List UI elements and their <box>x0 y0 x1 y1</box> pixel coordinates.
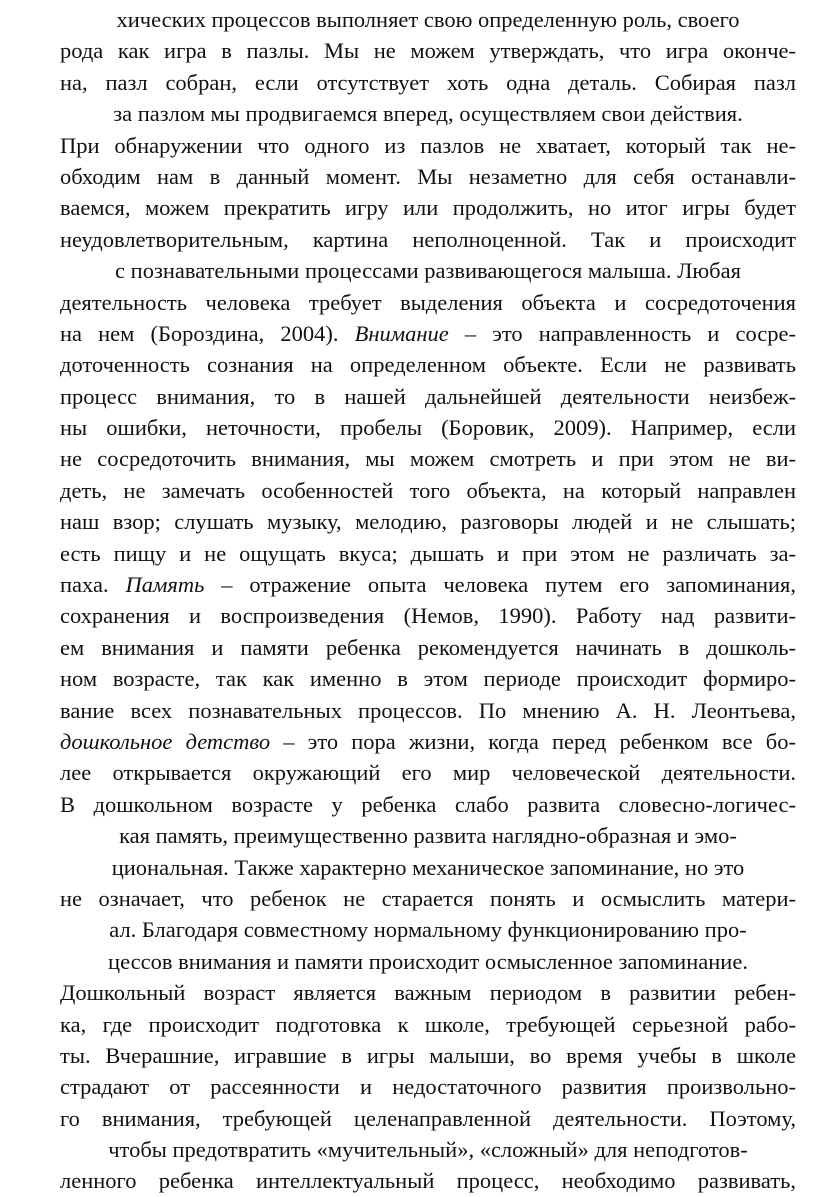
text-line <box>60 98 796 129</box>
text-line <box>60 538 796 569</box>
text-segment: деть, не замечать особенностей того объекта, на который направлен <box>60 477 796 503</box>
text-line <box>60 287 796 318</box>
text-segment: ном возрасте, так как именно в этом периоде происходит формиро- <box>60 666 796 692</box>
text-segment: обходим нам в данный момент. Мы незаметно для себя останавли- <box>60 163 796 189</box>
text-segment: не означает, что ребенок не старается понять и осмыслить матери- <box>60 885 796 911</box>
text-line <box>60 224 796 255</box>
text-line <box>60 443 796 474</box>
text-line <box>60 35 796 66</box>
text-segment: не сосредоточить внимания, мы можем смотреть и при этом не ви- <box>60 446 796 472</box>
text-segment: процесс внимания, то в нашей дальнейшей деятельности неизбеж- <box>60 383 796 409</box>
text-line <box>60 475 796 506</box>
text-line <box>60 820 796 851</box>
text-line <box>60 726 796 757</box>
text-line <box>60 412 796 443</box>
text-segment: хических процессов выполняет свою определенную роль, своего <box>116 7 740 32</box>
text-line <box>60 1040 796 1071</box>
text-line <box>60 67 796 98</box>
text-segment: При обнаружении что одного из пазлов не хватает, который так не- <box>60 132 796 158</box>
text-segment: доточенность сознания на определенном объекте. Если не развивать <box>60 352 796 378</box>
text-line <box>60 600 796 631</box>
text-segment: деятельность человека требует выделения объекта и сосредоточения <box>60 289 796 315</box>
text-segment: ны ошибки, неточности, пробелы (Боровик, 2009). Например, если <box>60 415 796 441</box>
text-segment: неудовлетворительным, картина неполноценной. Так и происходит <box>60 226 796 252</box>
text-line <box>60 1071 796 1102</box>
text-segment: ты. Вчерашние, игравшие в игры малыши, во время учебы в школе <box>60 1042 796 1068</box>
text-line <box>60 1165 796 1196</box>
text-line <box>60 1134 796 1165</box>
text-segment: на нем (Бороздина, 2004). <box>60 320 355 346</box>
text-segment: рода как игра в пазлы. Мы не можем утверждать, что игра оконче- <box>60 38 796 64</box>
text-segment: цессов внимания и памяти происходит осмысленное запоминание. <box>108 948 748 974</box>
text-segment: кая память, преимущественно развита наглядно-образная и эмо- <box>119 823 737 849</box>
text-line <box>60 977 796 1008</box>
text-segment: – это направленность и сосре- <box>448 320 796 346</box>
text-segment: за пазлом мы продвигаемся вперед, осуществляем свои действия. <box>113 101 743 127</box>
text-line <box>60 789 796 820</box>
italic-term: Внимание <box>354 320 449 346</box>
text-line <box>60 161 796 192</box>
text-line <box>60 946 796 977</box>
text-line <box>60 883 796 914</box>
text-line <box>60 757 796 788</box>
text-line <box>60 914 796 945</box>
text-segment: страдают от рассеянности и недостаточного развития произвольно- <box>60 1074 796 1100</box>
text-line <box>60 632 796 663</box>
text-segment: циональная. Также характерно механическое запоминание, но это <box>111 854 745 880</box>
text-line <box>60 663 796 694</box>
text-line <box>60 130 796 161</box>
text-segment: В дошкольном возрасте у ребенка слабо развита словесно-логичес- <box>60 791 796 817</box>
text-line <box>60 695 796 726</box>
text-segment: ленного ребенка интеллектуальный процесс, необходимо развивать, <box>60 1168 796 1194</box>
text-segment: сохранения и воспроизведения (Немов, 1990). Работу над развити- <box>60 603 796 629</box>
text-line <box>60 1103 796 1134</box>
text-segment: есть пищу и не ощущать вкуса; дышать и при этом не различать за- <box>60 540 796 566</box>
text-segment: ка, где происходит подготовка к школе, требующей серьезной рабо- <box>60 1011 796 1037</box>
text-segment: го внимания, требующей целенаправленной деятельности. Поэтому, <box>60 1105 796 1131</box>
text-line <box>60 381 796 412</box>
body-text <box>60 4 796 1197</box>
text-line <box>60 852 796 883</box>
text-line <box>60 4 796 35</box>
italic-term: Память <box>125 572 205 598</box>
text-segment: Дошкольный возраст является важным периодом в развитии ребен- <box>60 980 796 1006</box>
text-line <box>60 255 796 286</box>
text-line <box>60 569 796 600</box>
text-segment: ал. Благодаря совместному нормальному функционированию про- <box>109 917 747 943</box>
text-segment: ваемся, можем прекратить игру или продолжить, но итог игры будет <box>60 195 796 221</box>
text-segment: ем внимания и памяти ребенка рекомендуется начинать в дошколь- <box>60 634 796 660</box>
text-segment: лее открывается окружающий его мир человеческой деятельности. <box>60 760 796 786</box>
document-page <box>60 4 796 1197</box>
text-line <box>60 318 796 349</box>
text-segment: – отражение опыта человека путем его запоминания, <box>204 572 797 598</box>
italic-term: дошкольное детство <box>60 728 271 754</box>
text-segment: чтобы предотвратить «мучительный», «сложный» для неподготов- <box>108 1137 748 1163</box>
text-segment: – это пора жизни, когда перед ребенком все бо- <box>270 728 796 754</box>
text-segment: на, пазл собран, если отсутствует хоть одна деталь. Собирая пазл <box>60 69 796 95</box>
text-line <box>60 506 796 537</box>
text-line <box>60 349 796 380</box>
text-segment: наш взор; слушать музыку, мелодию, разговоры людей и не слышать; <box>60 509 796 535</box>
text-line <box>60 192 796 223</box>
text-segment: паха. <box>60 572 126 598</box>
text-segment: вание всех познавательных процессов. По мнению А. Н. Леонтьева, <box>60 697 796 723</box>
text-segment: с познавательными процессами развивающегося малыша. Любая <box>115 258 741 284</box>
text-line <box>60 1009 796 1040</box>
